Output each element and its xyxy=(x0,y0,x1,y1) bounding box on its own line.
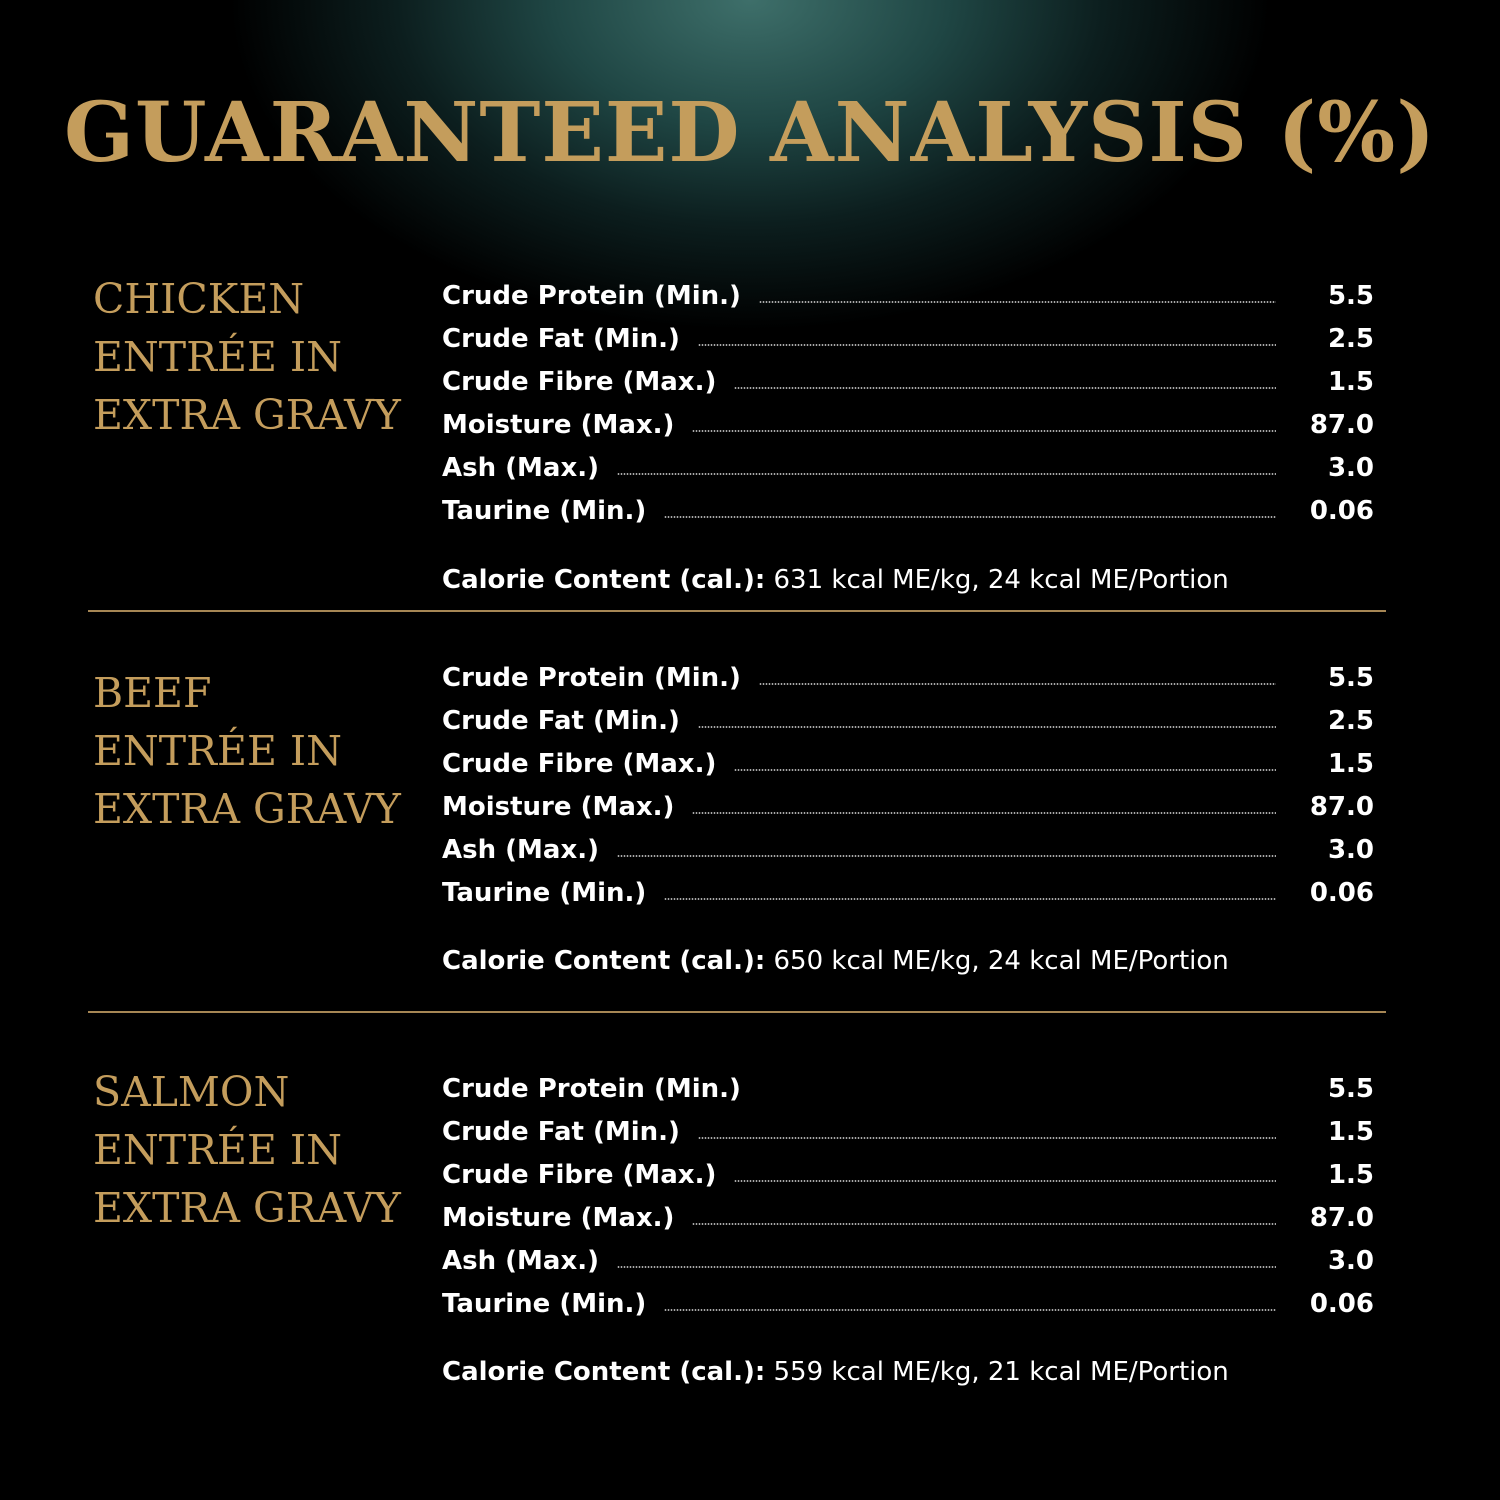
dot-leader xyxy=(664,1309,1276,1311)
section-heading-line: ENTRÉE IN xyxy=(93,727,342,775)
nutrient-value: 5.5 xyxy=(1327,662,1374,693)
section-heading-line: CHICKEN xyxy=(93,275,305,323)
dot-leader xyxy=(692,430,1276,432)
analysis-row-taurine xyxy=(442,1282,1374,1325)
nutrient-value: 0.06 xyxy=(1309,495,1374,526)
section-heading xyxy=(93,664,401,838)
dot-leader xyxy=(759,301,1276,303)
analysis-row-crude-fat xyxy=(442,317,1374,360)
nutrient-label: Crude Fibre (Max.) xyxy=(442,366,717,397)
nutrient-label: Taurine (Min.) xyxy=(442,877,647,908)
section-heading-line: ENTRÉE IN xyxy=(93,333,342,381)
dot-leader xyxy=(664,898,1276,900)
nutrient-label: Crude Fibre (Max.) xyxy=(442,1159,717,1190)
analysis-row-crude-fat xyxy=(442,1110,1374,1153)
analysis-row-ash xyxy=(442,1239,1374,1282)
dot-leader xyxy=(692,812,1276,814)
section-heading-line: ENTRÉE IN xyxy=(93,1126,342,1174)
analysis-row-crude-fibre xyxy=(442,360,1374,403)
analysis-row-crude-protein xyxy=(442,656,1374,699)
calorie-content xyxy=(442,1357,1229,1387)
nutrient-value: 1.5 xyxy=(1327,1116,1374,1147)
section-heading-line: EXTRA GRAVY xyxy=(93,391,401,439)
dot-leader xyxy=(734,769,1276,771)
dot-leader xyxy=(734,1180,1276,1182)
analysis-row-crude-protein xyxy=(442,1067,1374,1110)
dot-leader xyxy=(734,387,1276,389)
section-heading xyxy=(93,270,401,444)
dot-leader xyxy=(617,1266,1276,1268)
calorie-value: 650 kcal ME/kg, 24 kcal ME/Portion xyxy=(765,946,1229,976)
analysis-row-crude-protein xyxy=(442,274,1374,317)
calorie-content xyxy=(442,946,1229,976)
dot-leader xyxy=(698,726,1276,728)
nutrient-value: 3.0 xyxy=(1327,1245,1374,1276)
nutrient-label: Ash (Max.) xyxy=(442,452,599,483)
nutrient-value: 5.5 xyxy=(1327,280,1374,311)
nutrient-label: Taurine (Min.) xyxy=(442,495,647,526)
dot-leader xyxy=(617,855,1276,857)
nutrient-value: 1.5 xyxy=(1327,1159,1374,1190)
analysis-row-moisture xyxy=(442,785,1374,828)
nutrient-value: 1.5 xyxy=(1327,748,1374,779)
nutrient-label: Taurine (Min.) xyxy=(442,1288,647,1319)
dot-leader xyxy=(617,473,1276,475)
calorie-label: Calorie Content (cal.): xyxy=(442,1357,766,1387)
analysis-row-moisture xyxy=(442,403,1374,446)
analysis-row-crude-fat xyxy=(442,699,1374,742)
nutrient-value: 5.5 xyxy=(1327,1073,1374,1104)
dot-leader xyxy=(759,683,1276,685)
nutrient-value: 0.06 xyxy=(1309,1288,1374,1319)
nutrient-value: 87.0 xyxy=(1309,1202,1374,1233)
calorie-label: Calorie Content (cal.): xyxy=(442,565,766,595)
analysis-row-taurine xyxy=(442,489,1374,532)
section-heading-line: EXTRA GRAVY xyxy=(93,1184,401,1232)
nutrient-value: 0.06 xyxy=(1309,877,1374,908)
analysis-row-ash xyxy=(442,828,1374,871)
section-heading xyxy=(93,1063,401,1237)
section-divider xyxy=(88,1011,1386,1013)
calorie-value: 631 kcal ME/kg, 24 kcal ME/Portion xyxy=(765,565,1229,595)
nutrient-value: 87.0 xyxy=(1309,409,1374,440)
page-title: GUARANTEED ANALYSIS (%) xyxy=(63,85,1437,181)
nutrient-label: Crude Protein (Min.) xyxy=(442,280,741,311)
nutrient-label: Crude Fat (Min.) xyxy=(442,1116,680,1147)
nutrient-label: Crude Fat (Min.) xyxy=(442,323,680,354)
section-heading-line: BEEF xyxy=(93,669,212,717)
dot-leader xyxy=(664,516,1276,518)
section-heading-line: SALMON xyxy=(93,1068,290,1116)
section-divider xyxy=(88,610,1386,612)
nutrient-label: Moisture (Max.) xyxy=(442,791,675,822)
analysis-row-moisture xyxy=(442,1196,1374,1239)
nutrient-label: Ash (Max.) xyxy=(442,834,599,865)
nutrient-label: Crude Fat (Min.) xyxy=(442,705,680,736)
nutrient-label: Crude Fibre (Max.) xyxy=(442,748,717,779)
nutrient-value: 87.0 xyxy=(1309,791,1374,822)
dot-leader xyxy=(698,344,1276,346)
dot-leader xyxy=(692,1223,1276,1225)
nutrient-value: 2.5 xyxy=(1327,705,1374,736)
nutrient-label: Crude Protein (Min.) xyxy=(442,662,741,693)
analysis-row-ash xyxy=(442,446,1374,489)
section-heading-line: EXTRA GRAVY xyxy=(93,785,401,833)
nutrient-label: Ash (Max.) xyxy=(442,1245,599,1276)
analysis-row-taurine xyxy=(442,871,1374,914)
nutrient-label: Moisture (Max.) xyxy=(442,1202,675,1233)
nutrient-value: 1.5 xyxy=(1327,366,1374,397)
nutrient-value: 3.0 xyxy=(1327,834,1374,865)
nutrient-label: Crude Protein (Min.) xyxy=(442,1073,741,1104)
nutrient-value: 3.0 xyxy=(1327,452,1374,483)
calorie-content xyxy=(442,565,1229,595)
analysis-row-crude-fibre xyxy=(442,1153,1374,1196)
nutrient-value: 2.5 xyxy=(1327,323,1374,354)
analysis-row-crude-fibre xyxy=(442,742,1374,785)
nutrient-label: Moisture (Max.) xyxy=(442,409,675,440)
calorie-value: 559 kcal ME/kg, 21 kcal ME/Portion xyxy=(765,1357,1229,1387)
calorie-label: Calorie Content (cal.): xyxy=(442,946,766,976)
dot-leader xyxy=(698,1137,1276,1139)
